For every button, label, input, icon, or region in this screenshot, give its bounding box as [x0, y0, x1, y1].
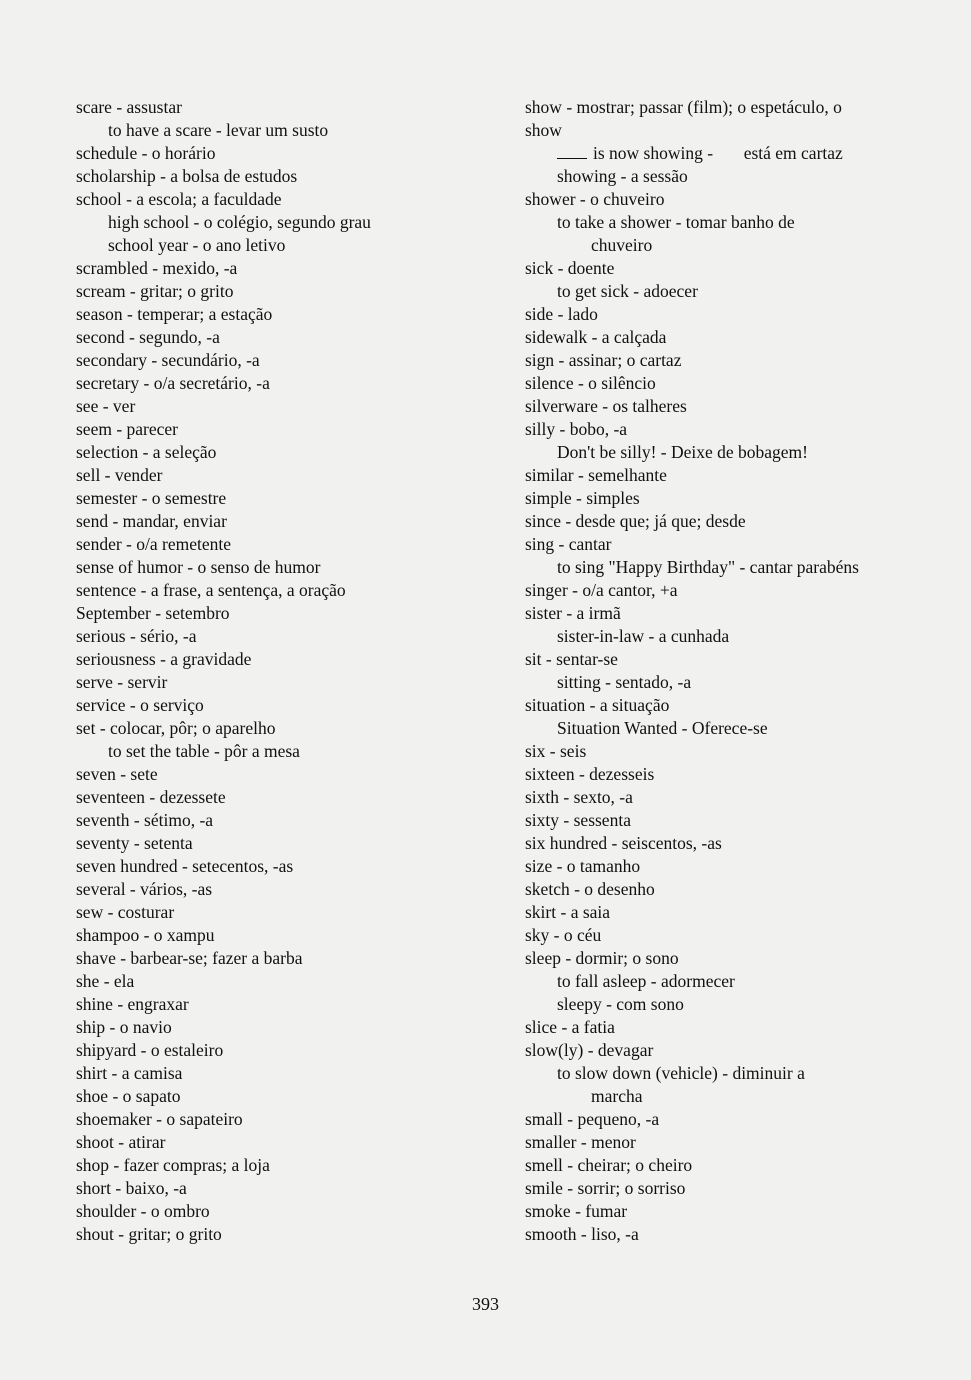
entry-text: sell - vender — [76, 465, 163, 485]
entry-text: silverware - os talheres — [525, 396, 687, 416]
dictionary-entry — [525, 510, 945, 533]
dictionary-entry — [76, 579, 496, 602]
entry-text: showing - a sessão — [557, 166, 688, 186]
entry-text: short - baixo, -a — [76, 1178, 187, 1198]
entry-text: second - segundo, -a — [76, 327, 220, 347]
dictionary-entry — [525, 487, 945, 510]
entry-text: seriousness - a gravidade — [76, 649, 252, 669]
dictionary-entry — [76, 648, 496, 671]
dictionary-entry — [525, 740, 945, 763]
entry-text: smooth - liso, -a — [525, 1224, 639, 1244]
right-column — [525, 96, 945, 1246]
entry-text: similar - semelhante — [525, 465, 667, 485]
entry-text: sixth - sexto, -a — [525, 787, 633, 807]
dictionary-entry — [525, 533, 945, 556]
page-number: 393 — [472, 1294, 499, 1314]
entry-text: sleepy - com sono — [557, 994, 684, 1014]
dictionary-entry — [525, 326, 945, 349]
dictionary-entry — [525, 970, 945, 993]
entry-text: sky - o céu — [525, 925, 602, 945]
entry-text: shipyard - o estaleiro — [76, 1040, 224, 1060]
entry-text: to sing "Happy Birthday" - cantar parabéns — [557, 557, 859, 577]
entry-text: seventeen - dezessete — [76, 787, 226, 807]
left-column — [76, 96, 496, 1246]
dictionary-entry — [525, 809, 945, 832]
dictionary-entry — [76, 1223, 496, 1246]
entry-text: sixteen - dezesseis — [525, 764, 655, 784]
dictionary-entry — [525, 96, 945, 119]
entry-text: sit - sentar-se — [525, 649, 618, 669]
entry-text: scare - assustar — [76, 97, 182, 117]
dictionary-entry — [76, 303, 496, 326]
entry-text: marcha — [591, 1086, 643, 1106]
entry-text: skirt - a saia — [525, 902, 611, 922]
dictionary-entry — [525, 188, 945, 211]
dictionary-entry — [525, 211, 945, 234]
dictionary-entry — [525, 234, 945, 257]
dictionary-entry — [76, 901, 496, 924]
dictionary-entry — [525, 993, 945, 1016]
entry-text: shirt - a camisa — [76, 1063, 183, 1083]
dictionary-entry — [76, 234, 496, 257]
dictionary-entry — [76, 993, 496, 1016]
entry-text: high school - o colégio, segundo grau — [108, 212, 371, 232]
entry-text: service - o serviço — [76, 695, 204, 715]
dictionary-entry — [525, 257, 945, 280]
entry-text: smell - cheirar; o cheiro — [525, 1155, 693, 1175]
dictionary-entry — [525, 303, 945, 326]
dictionary-entry — [525, 832, 945, 855]
entry-text: seventy - setenta — [76, 833, 193, 853]
entry-text: six hundred - seiscentos, -as — [525, 833, 722, 853]
dictionary-entry — [525, 464, 945, 487]
entry-text: shower - o chuveiro — [525, 189, 665, 209]
dictionary-entry — [525, 878, 945, 901]
dictionary-entry — [76, 1154, 496, 1177]
entry-text: sister - a irmã — [525, 603, 621, 623]
dictionary-entry — [525, 556, 945, 579]
dictionary-entry — [76, 878, 496, 901]
entry-text: sing - cantar — [525, 534, 612, 554]
dictionary-entry — [76, 1039, 496, 1062]
dictionary-entry — [525, 671, 945, 694]
dictionary-entry — [76, 211, 496, 234]
entry-text: Situation Wanted - Oferece-se — [557, 718, 768, 738]
dictionary-entry — [76, 625, 496, 648]
dictionary-entry — [525, 1131, 945, 1154]
dictionary-entry — [525, 280, 945, 303]
dictionary-entry — [525, 717, 945, 740]
entry-text: sidewalk - a calçada — [525, 327, 667, 347]
entry-text: is now showing - está em cartaz — [593, 143, 843, 163]
entry-text: silly - bobo, -a — [525, 419, 628, 439]
dictionary-entry — [76, 487, 496, 510]
entry-text: chuveiro — [591, 235, 653, 255]
dictionary-entry — [76, 924, 496, 947]
dictionary-entry — [525, 947, 945, 970]
entry-text: secondary - secundário, -a — [76, 350, 260, 370]
dictionary-entry — [525, 648, 945, 671]
entry-text: six - seis — [525, 741, 587, 761]
entry-text: slice - a fatia — [525, 1017, 615, 1037]
entry-text: slow(ly) - devagar — [525, 1040, 654, 1060]
entry-text: to set the table - pôr a mesa — [108, 741, 300, 761]
entry-text: show — [525, 120, 562, 140]
entry-text: show - mostrar; passar (film); o espetáculo, o — [525, 97, 842, 117]
entry-text: seem - parecer — [76, 419, 179, 439]
dictionary-entry — [76, 1131, 496, 1154]
entry-text: small - pequeno, -a — [525, 1109, 660, 1129]
entry-text: sick - doente — [525, 258, 615, 278]
dictionary-entry — [76, 832, 496, 855]
dictionary-entry — [76, 602, 496, 625]
dictionary-entry — [525, 395, 945, 418]
entry-text: shoe - o sapato — [76, 1086, 181, 1106]
entry-text: semester - o semestre — [76, 488, 227, 508]
entry-text: serious - sério, -a — [76, 626, 197, 646]
dictionary-entry — [76, 1062, 496, 1085]
dictionary-entry — [76, 395, 496, 418]
dictionary-entry — [76, 533, 496, 556]
dictionary-entry — [76, 188, 496, 211]
dictionary-entry — [76, 96, 496, 119]
dictionary-entry — [76, 1108, 496, 1131]
entry-text: seventh - sétimo, -a — [76, 810, 214, 830]
entry-text: shoemaker - o sapateiro — [76, 1109, 243, 1129]
entry-text: silence - o silêncio — [525, 373, 656, 393]
dictionary-entry — [76, 740, 496, 763]
dictionary-entry — [525, 855, 945, 878]
entry-text: smile - sorrir; o sorriso — [525, 1178, 686, 1198]
entry-text: to fall asleep - adormecer — [557, 971, 735, 991]
dictionary-entry — [76, 1200, 496, 1223]
dictionary-entry — [525, 1039, 945, 1062]
dictionary-entry — [76, 671, 496, 694]
dictionary-entry — [525, 694, 945, 717]
dictionary-entry — [525, 924, 945, 947]
entry-text: shout - gritar; o grito — [76, 1224, 222, 1244]
entry-text: sentence - a frase, a sentença, a oração — [76, 580, 346, 600]
entry-text: sister-in-law - a cunhada — [557, 626, 730, 646]
dictionary-entry — [76, 441, 496, 464]
dictionary-entry — [76, 855, 496, 878]
entry-text: school - a escola; a faculdade — [76, 189, 282, 209]
entry-text: see - ver — [76, 396, 136, 416]
dictionary-entry — [525, 119, 945, 142]
dictionary-entry — [76, 119, 496, 142]
entry-text: to have a scare - levar um susto — [108, 120, 329, 140]
entry-text: ship - o navio — [76, 1017, 172, 1037]
dictionary-entry — [76, 1177, 496, 1200]
entry-text: school year - o ano letivo — [108, 235, 286, 255]
entry-text: sign - assinar; o cartaz — [525, 350, 682, 370]
dictionary-entry — [525, 142, 945, 165]
entry-text: sew - costurar — [76, 902, 175, 922]
entry-text: several - vários, -as — [76, 879, 213, 899]
entry-text: since - desde que; já que; desde — [525, 511, 746, 531]
dictionary-entry — [76, 280, 496, 303]
entry-text: shop - fazer compras; a loja — [76, 1155, 270, 1175]
blank-line — [557, 144, 587, 159]
entry-text: smoke - fumar — [525, 1201, 628, 1221]
dictionary-entry — [76, 326, 496, 349]
entry-text: September - setembro — [76, 603, 230, 623]
dictionary-entry — [525, 1200, 945, 1223]
entry-text: side - lado — [525, 304, 598, 324]
dictionary-entry — [76, 372, 496, 395]
dictionary-entry — [525, 763, 945, 786]
dictionary-entry — [525, 625, 945, 648]
entry-text: simple - simples — [525, 488, 640, 508]
dictionary-entry — [525, 1062, 945, 1085]
dictionary-entry — [76, 349, 496, 372]
entry-text: set - colocar, pôr; o aparelho — [76, 718, 276, 738]
dictionary-entry — [76, 717, 496, 740]
dictionary-entry — [76, 464, 496, 487]
dictionary-entry — [525, 1085, 945, 1108]
entry-text: sixty - sessenta — [525, 810, 631, 830]
dictionary-entry — [76, 418, 496, 441]
dictionary-entry — [525, 901, 945, 924]
entry-text: size - o tamanho — [525, 856, 641, 876]
dictionary-entry — [76, 809, 496, 832]
dictionary-entry — [525, 165, 945, 188]
dictionary-entry — [76, 786, 496, 809]
dictionary-entry — [76, 763, 496, 786]
entry-text: season - temperar; a estação — [76, 304, 273, 324]
entry-text: shoulder - o ombro — [76, 1201, 210, 1221]
dictionary-entry — [76, 142, 496, 165]
dictionary-entry — [525, 579, 945, 602]
entry-text: sketch - o desenho — [525, 879, 655, 899]
entry-text: selection - a seleção — [76, 442, 217, 462]
entry-text: serve - servir — [76, 672, 168, 692]
dictionary-entry — [76, 970, 496, 993]
dictionary-entry — [76, 165, 496, 188]
entry-text: to take a shower - tomar banho de — [557, 212, 795, 232]
entry-text: shampoo - o xampu — [76, 925, 215, 945]
entry-text: seven hundred - setecentos, -as — [76, 856, 294, 876]
dictionary-entry — [525, 786, 945, 809]
entry-text: smaller - menor — [525, 1132, 636, 1152]
entry-text: sleep - dormir; o sono — [525, 948, 679, 968]
dictionary-entry — [76, 257, 496, 280]
entry-text: she - ela — [76, 971, 135, 991]
entry-text: sense of humor - o senso de humor — [76, 557, 321, 577]
entry-text: send - mandar, enviar — [76, 511, 227, 531]
entry-text: scrambled - mexido, -a — [76, 258, 238, 278]
entry-text: scholarship - a bolsa de estudos — [76, 166, 298, 186]
dictionary-entry — [525, 349, 945, 372]
dictionary-entry — [525, 602, 945, 625]
entry-text: shine - engraxar — [76, 994, 189, 1014]
dictionary-entry — [76, 510, 496, 533]
dictionary-entry — [525, 1016, 945, 1039]
entry-text: shave - barbear-se; fazer a barba — [76, 948, 303, 968]
dictionary-entry — [525, 418, 945, 441]
entry-text: schedule - o horário — [76, 143, 216, 163]
dictionary-entry — [76, 694, 496, 717]
dictionary-entry — [525, 1108, 945, 1131]
dictionary-entry — [76, 556, 496, 579]
dictionary-entry — [525, 1223, 945, 1246]
entry-text: scream - gritar; o grito — [76, 281, 234, 301]
entry-text: to get sick - adoecer — [557, 281, 698, 301]
dictionary-entry — [525, 372, 945, 395]
entry-text: sender - o/a remetente — [76, 534, 231, 554]
entry-text: Don't be silly! - Deixe de bobagem! — [557, 442, 808, 462]
dictionary-entry — [525, 1154, 945, 1177]
dictionary-entry — [525, 441, 945, 464]
entry-text: to slow down (vehicle) - diminuir a — [557, 1063, 805, 1083]
dictionary-entry — [525, 1177, 945, 1200]
entry-text: situation - a situação — [525, 695, 670, 715]
entry-text: seven - sete — [76, 764, 158, 784]
dictionary-entry — [76, 1016, 496, 1039]
entry-text: singer - o/a cantor, +a — [525, 580, 678, 600]
entry-text: sitting - sentado, -a — [557, 672, 692, 692]
entry-text: shoot - atirar — [76, 1132, 166, 1152]
entry-text: secretary - o/a secretário, -a — [76, 373, 270, 393]
dictionary-entry — [76, 947, 496, 970]
dictionary-entry — [76, 1085, 496, 1108]
